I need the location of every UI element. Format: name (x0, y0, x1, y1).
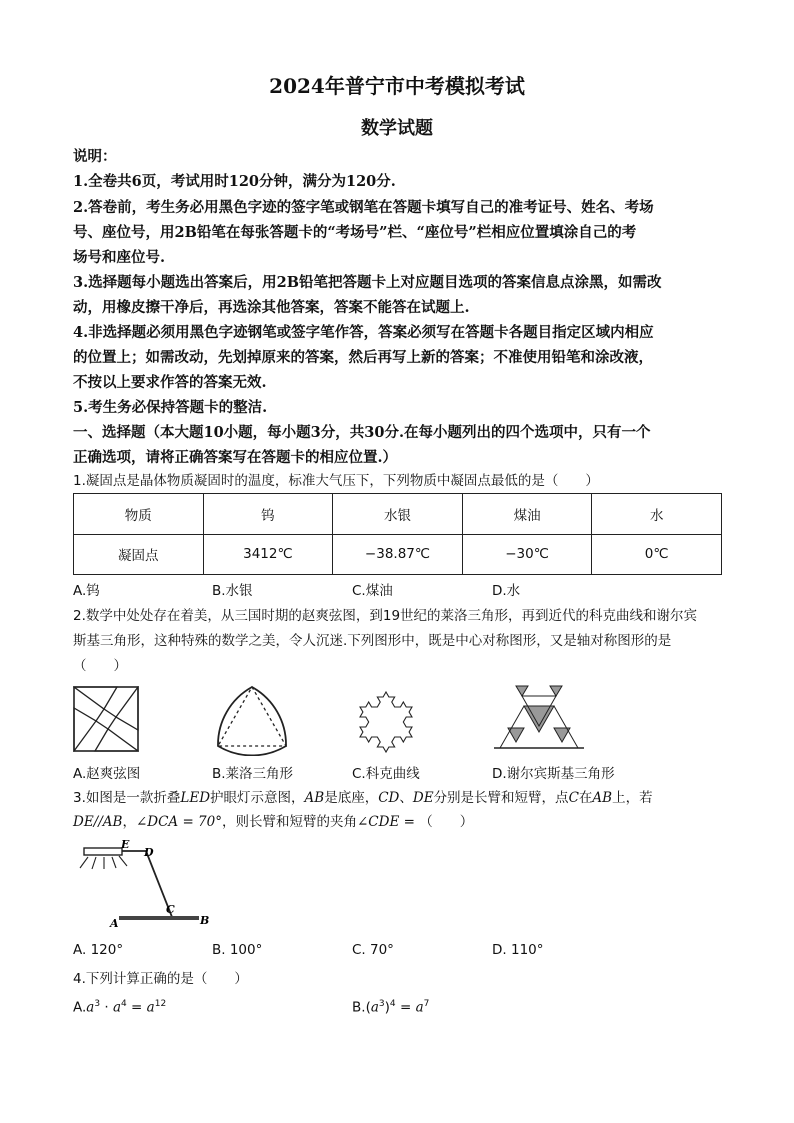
table-cell: 凝固点 (74, 534, 204, 575)
math-exponent: 7 (423, 999, 430, 1009)
q1-table (73, 493, 722, 575)
q2-stem-line: 2.数学中处处存在着美，从三国时期的赵爽弦图，到19世纪的莱洛三角形，再到近代的科克曲线和谢尔宾 (73, 608, 698, 624)
q2-option-c[interactable]: C.科克曲线 (352, 766, 420, 782)
table-cell: 水银 (333, 494, 463, 535)
q3-text: 上，若 (612, 790, 653, 806)
q1-option-a[interactable]: A.钨 (73, 583, 100, 599)
q3-text: 在 (578, 790, 593, 806)
table-cell: 物质 (74, 494, 204, 535)
q3-led: LED (180, 790, 211, 806)
q3-text: ，则长臂和短臂的夹角 (222, 814, 357, 830)
q3-text: 分别是长臂和短臂，点 (433, 790, 569, 806)
instruction-line: 不按以上要求作答的答案无效. (73, 374, 267, 391)
sierpinski-triangle-figure (494, 682, 584, 750)
instruction-line: 动，用橡皮擦干净后，再选涂其他答案，答案不能答在试题上. (73, 299, 470, 316)
zhao-shuang-figure (73, 686, 139, 752)
math-exponent: 4 (389, 999, 396, 1009)
q3-text: ， (122, 814, 136, 830)
q3-cd: CD (378, 790, 400, 806)
section-heading: 一、选择题（本大题10小题，每小题3分，共30分.在每小题列出的四个选项中，只有一个 (73, 424, 651, 441)
q2-stem-line: 斯基三角形，这种特殊的数学之美，令人沉迷.下列图形中，既是中心对称图形，又是轴对称图形的是 (73, 633, 672, 649)
q3-option-c[interactable]: C. 70° (352, 942, 394, 958)
instruction-line: 的位置上；如需改动，先划掉原来的答案，然后再写上新的答案；不准使用铅笔和涂改液， (73, 349, 653, 366)
q3-option-b[interactable]: B. 100° (212, 942, 263, 958)
koch-snowflake-figure (352, 684, 420, 756)
instruction-line: 5.考生务必保持答题卡的整洁. (73, 399, 268, 416)
label-d: D (144, 846, 154, 859)
q3-text: 3.如图是一款折叠 (73, 790, 181, 806)
math-op: = (126, 999, 147, 1016)
math-base: a (415, 999, 424, 1016)
q3-option-d[interactable]: D. 110° (492, 942, 544, 958)
q1-option-b[interactable]: B.水银 (212, 583, 253, 599)
instruction-line: 场号和座位号. (73, 249, 166, 266)
table-cell: 0℃ (592, 534, 722, 575)
option-label: A. (73, 999, 87, 1016)
exam-title: 2024年普宁市中考模拟考试 (269, 74, 525, 98)
q3-angle-dca: ∠DCA = 70° (135, 814, 222, 830)
table-cell: 钨 (203, 494, 333, 535)
instruction-line: 1.全卷共6页，考试用时120分钟，满分为120分. (73, 173, 396, 190)
math-paren: ( (365, 999, 371, 1016)
q2-stem-line: （ ） (73, 658, 127, 674)
q1-option-d[interactable]: D.水 (492, 583, 521, 599)
math-op: · (100, 999, 113, 1016)
instruction-line: 3.选择题每小题选出答案后，用2B铅笔把答题卡上对应题目选项的答案信息点涂黑，如需改 (73, 274, 662, 291)
section-heading-cont: 正确选项，请将正确答案写在答题卡的相应位置.） (73, 449, 398, 466)
label-b: B (200, 914, 210, 927)
q3-angle-cde: ∠CDE (357, 814, 400, 830)
q4-option-a[interactable] (73, 999, 166, 1016)
reuleaux-triangle-figure (214, 684, 290, 756)
table-row (74, 494, 722, 535)
q1-stem: 1.凝固点是晶体物质凝固时的温度，标准大气压下，下列物质中凝固点最低的是（ ） (73, 473, 599, 489)
table-cell: −30℃ (462, 534, 592, 575)
q2-option-b[interactable]: B.莱洛三角形 (212, 766, 294, 782)
label-c: C (166, 903, 175, 916)
q3-text: 护眼灯示意图， (210, 790, 305, 806)
math-op: = (395, 999, 416, 1016)
q3-ab: AB (304, 790, 325, 806)
q3-text: = （ ） (399, 814, 474, 830)
instructions-heading: 说明： (73, 148, 117, 165)
q3-ab: AB (592, 790, 613, 806)
table-row (74, 534, 722, 575)
led-lamp-figure (70, 838, 220, 934)
math-paren: ) (384, 999, 390, 1016)
math-exponent: 12 (154, 999, 167, 1009)
table-cell: 3412℃ (203, 534, 333, 575)
math-base: a (86, 999, 95, 1016)
math-exponent: 3 (94, 999, 101, 1009)
exam-subtitle: 数学试题 (361, 118, 433, 139)
q3-de: DE (412, 790, 434, 806)
q2-option-d[interactable]: D.谢尔宾斯基三角形 (492, 766, 615, 782)
q3-text: 是底座， (324, 790, 379, 806)
q3-parallel: DE//AB (73, 814, 123, 830)
label-a: A (110, 917, 119, 930)
math-base: a (370, 999, 379, 1016)
q3-option-a[interactable]: A. 120° (73, 942, 124, 958)
table-cell: 煤油 (462, 494, 592, 535)
q1-option-c[interactable]: C.煤油 (352, 583, 393, 599)
instruction-line: 4.非选择题必须用黑色字迹钢笔或签字笔作答，答案必须写在答题卡各题目指定区域内相应 (73, 324, 654, 341)
q2-option-a[interactable]: A.赵爽弦图 (73, 766, 141, 782)
instruction-line: 号、座位号，用2B铅笔在每张答题卡的“考场号”栏、“座位号”栏相应位置填涂自己的考 (73, 224, 637, 241)
table-cell: 水 (592, 494, 722, 535)
instruction-line: 2.答卷前，考生务必用黑色字迹的签字笔或钢笔在答题卡填写自己的准考证号、姓名、考场 (73, 199, 654, 216)
q3-stem-line2 (73, 810, 733, 835)
math-base: a (112, 999, 122, 1016)
math-exponent: 3 (378, 999, 385, 1009)
q3-c: C (568, 790, 579, 806)
q3-text: 、 (399, 790, 413, 806)
q4-stem: 4.下列计算正确的是（ ） (73, 971, 248, 987)
q4-option-b[interactable] (352, 999, 429, 1016)
option-label: B. (352, 999, 366, 1016)
q3-stem-line1 (73, 786, 733, 811)
math-base: a (146, 999, 155, 1016)
math-exponent: 4 (121, 999, 127, 1009)
label-e: E (121, 838, 130, 851)
table-cell: −38.87℃ (333, 534, 463, 575)
